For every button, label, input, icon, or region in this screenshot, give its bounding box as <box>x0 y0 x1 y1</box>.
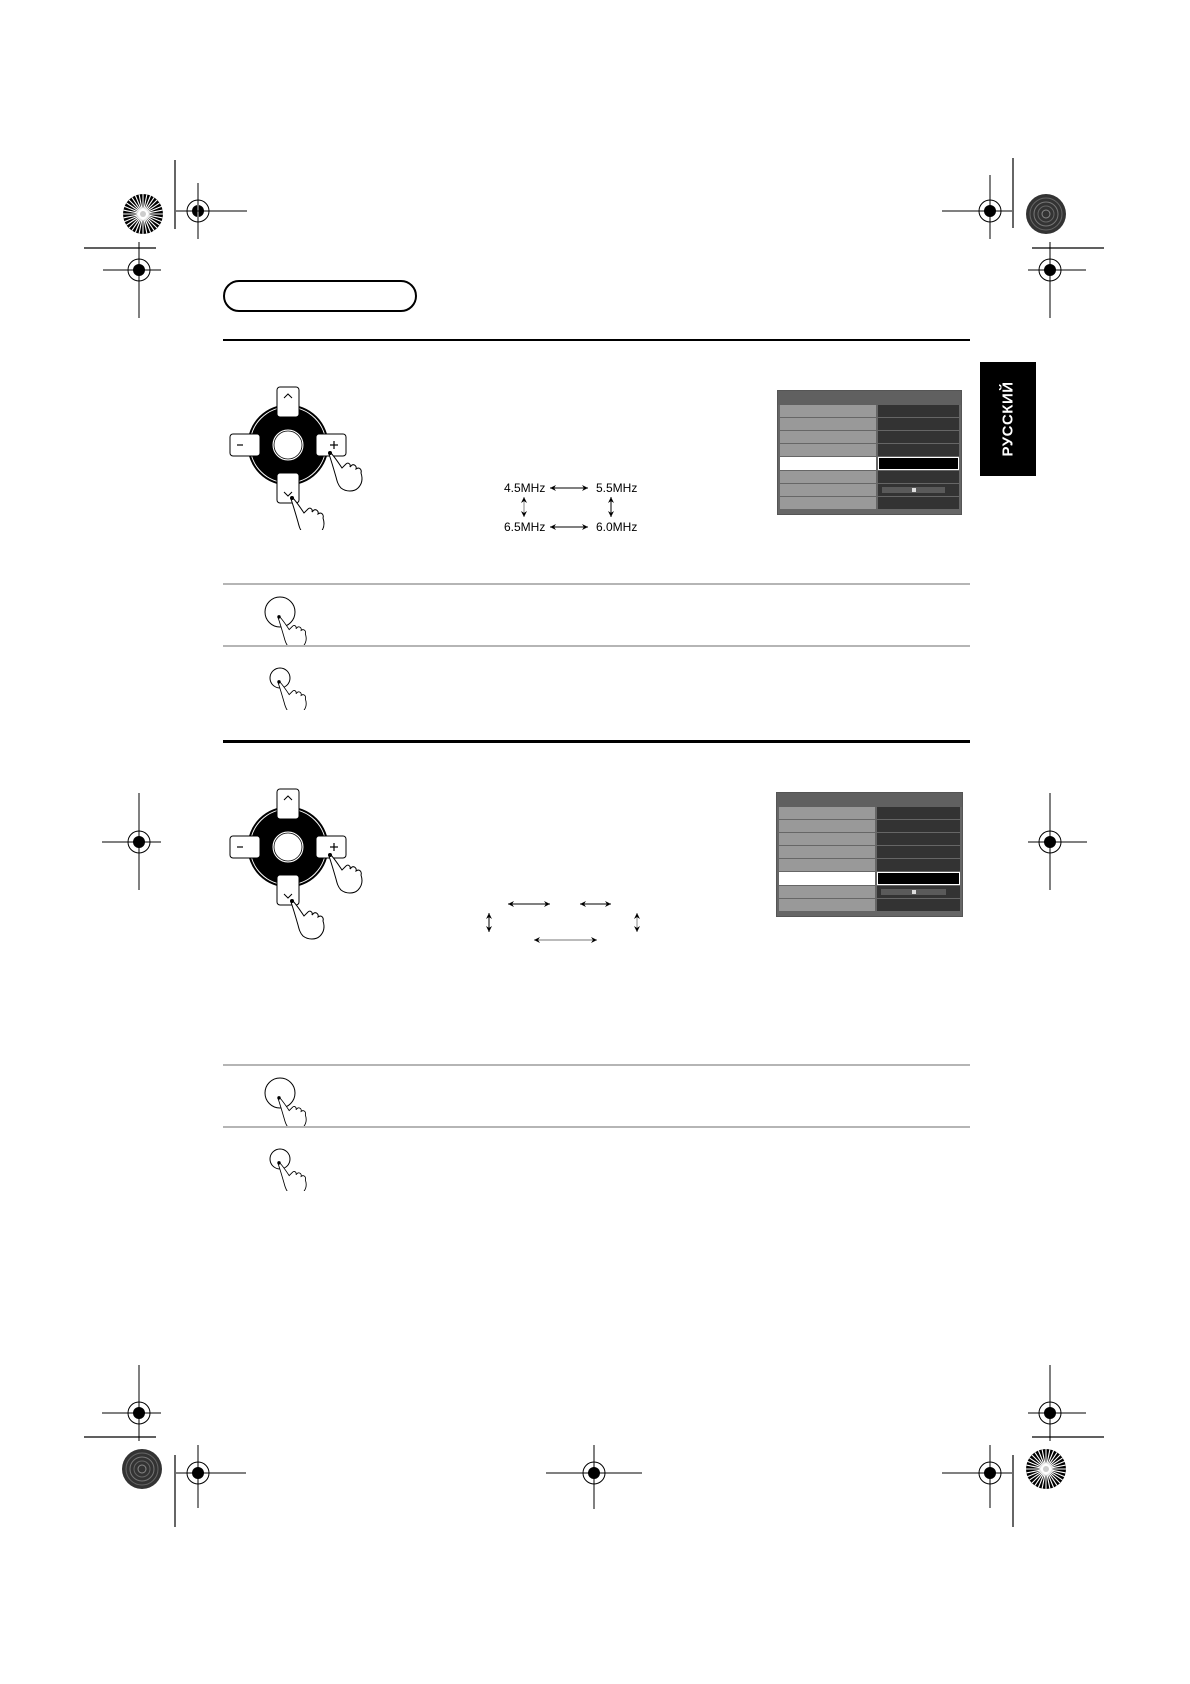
freq-6-0mhz: 6.0MHz <box>596 520 638 534</box>
section-header-pill <box>223 280 417 312</box>
osd-row-selected <box>780 457 959 470</box>
osd-row <box>780 471 959 483</box>
section-2-step-divider <box>223 1126 970 1128</box>
cycle-arrows-icon <box>460 880 660 960</box>
osd-row <box>779 807 960 819</box>
hand-pressing-down-icon <box>290 496 324 530</box>
osd-row <box>779 846 960 858</box>
section-1-top-rule <box>223 339 970 341</box>
star-target-icon <box>123 194 163 234</box>
osd-row <box>779 859 960 871</box>
hand-pressing-down-icon <box>290 899 324 939</box>
osd-title-bar <box>777 793 962 807</box>
language-tab <box>980 362 1036 476</box>
osd-row-slider <box>780 484 959 496</box>
language-tab-label: РУССКИЙ <box>999 381 1017 457</box>
osd-title-bar <box>778 391 961 405</box>
osd-row <box>780 444 959 456</box>
star-target-icon <box>1026 1449 1066 1489</box>
hand-pressing-plus-icon <box>328 853 362 893</box>
press-small-button-icon <box>266 1145 326 1191</box>
section-2-top-rule <box>223 740 970 743</box>
dpad-icon <box>230 789 346 905</box>
ring-target-icon <box>122 1449 162 1489</box>
section-1-step-divider <box>223 583 970 585</box>
dpad-icon <box>230 387 346 503</box>
section-1-step-divider <box>223 645 970 647</box>
press-large-button-icon <box>262 594 322 646</box>
osd-row <box>780 418 959 430</box>
osd-row <box>779 899 960 911</box>
freq-6-5mhz: 6.5MHz <box>504 520 546 534</box>
freq-4-5mhz: 4.5MHz <box>504 481 546 495</box>
hand-pressing-plus-icon <box>328 451 362 491</box>
osd-row <box>779 820 960 832</box>
osd-slider-knob <box>912 488 916 492</box>
osd-row-selected <box>779 872 960 885</box>
section-2-osd-menu <box>776 792 963 917</box>
osd-slider-knob <box>912 890 916 894</box>
osd-slider <box>881 889 946 895</box>
press-small-button-icon <box>266 664 326 710</box>
osd-row <box>780 405 959 417</box>
osd-row-slider <box>779 886 960 898</box>
ring-target-icon <box>1026 194 1066 234</box>
osd-slider <box>882 487 945 493</box>
section-2-remote-pad <box>218 780 388 940</box>
osd-row <box>779 833 960 845</box>
section-1-remote-pad <box>218 380 388 530</box>
section-1-osd-menu <box>777 390 962 515</box>
cycle-arrows-icon <box>480 470 660 540</box>
section-2-step-divider <box>223 1064 970 1066</box>
freq-5-5mhz: 5.5MHz <box>596 481 638 495</box>
press-large-button-icon <box>262 1075 322 1127</box>
osd-row <box>780 497 959 509</box>
osd-row <box>780 431 959 443</box>
